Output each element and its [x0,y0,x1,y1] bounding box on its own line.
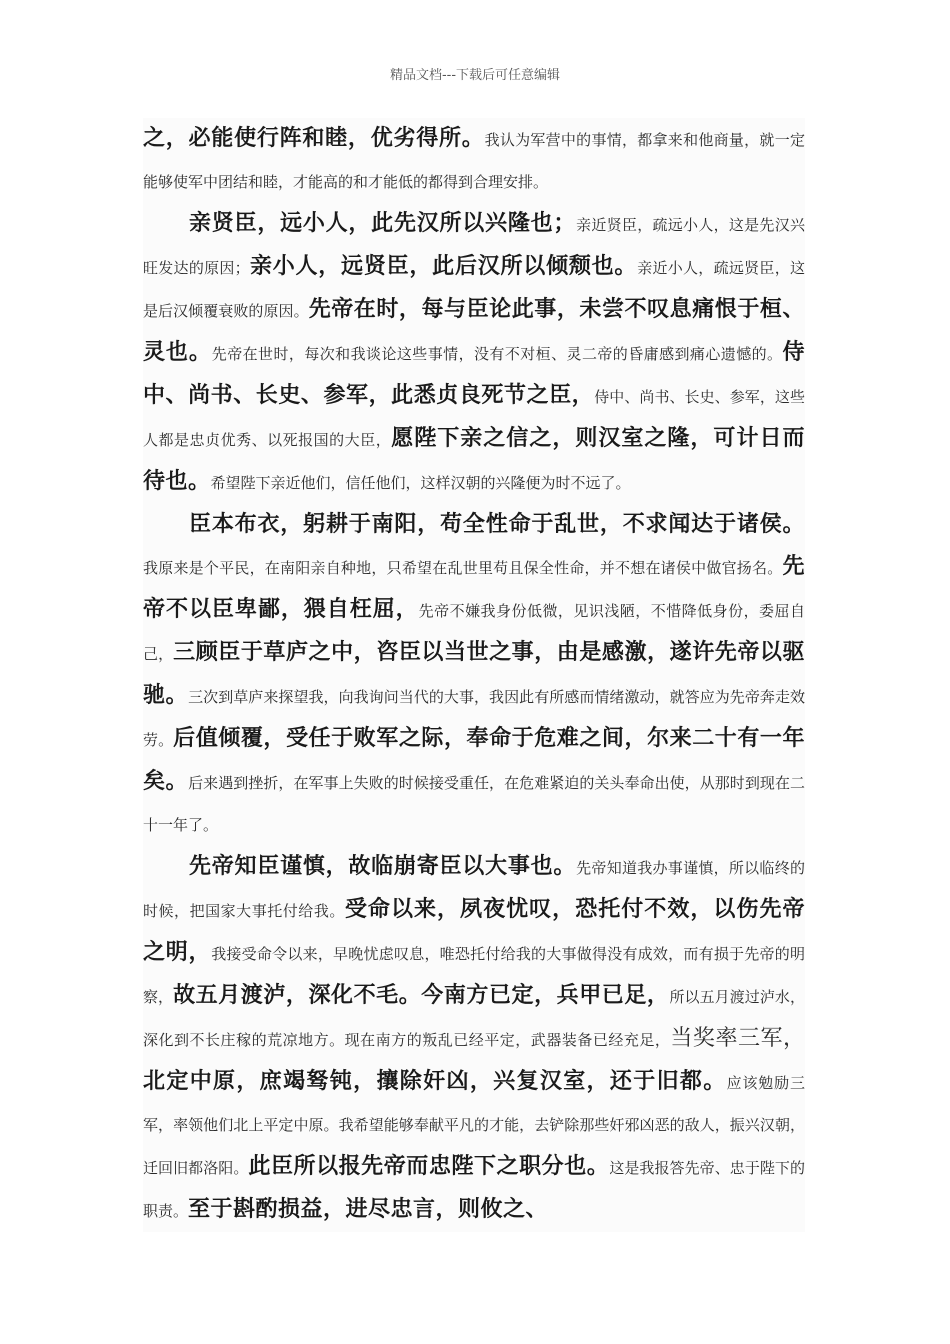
page-header: 精品文档---下载后可任意编辑 [389,68,561,83]
translation-text: 这是我报答先帝、忠于陛下的职责。 [143,1159,805,1220]
original-text: 愿陛下亲之信之，则汉室之隆，可计日而待也。 [143,426,805,494]
original-text: 至于斟酌损益，进尽忠言，则攸之、 [188,1197,549,1222]
original-text: 北定中原，庶竭驽钝，攘除奸凶，兴复汉室，还于旧都。 [143,1069,727,1094]
original-text: 先帝知臣谨慎，故临崩寄臣以大事也。 [189,854,577,879]
translation-text: 先帝不嫌我身份低微，见识浅陋，不惜降低身份，委屈自己， [143,602,805,663]
translation-text: 后来遇到挫折，在军事上失败的时候接受重任，在危难紧迫的关头奉命出使，从那时到现在二十一年了。 [143,774,805,834]
original-text: 先帝在时，每与臣论此事，未尝不叹息痛恨于桓、灵也。 [143,297,805,365]
original-text: 亲贤臣，远小人，此先汉所以兴隆也； [189,211,576,236]
original-text: 故五月渡泸，深化不毛。今南方已定，兵甲已足， [173,983,670,1008]
original-text: 此臣所以报先帝而忠陛下之职分也。 [248,1154,610,1179]
paragraph [143,118,805,203]
original-text: 亲小人，远贤臣，此后汉所以倾颓也。 [249,254,638,279]
paragraph [143,203,805,504]
translation-text: 先帝在世时，每次和我谈论这些事情，没有不对桓、灵二帝的昏庸感到痛心遗憾的。 [211,345,783,363]
paragraph [143,504,805,846]
document-body [143,118,805,1232]
translation-text: 所以五月渡过泸水，深化到不长庄稼的荒凉地方。现在南方的叛乱已经平定，武器装备已经充足， [143,988,805,1049]
translation-text: 先帝知道我办事谨慎，所以临终的时候，把国家大事托付给我。 [143,859,805,920]
original-text: 侍中、尚书、长史、参军，此悉贞良死节之臣， [143,340,805,408]
original-text: 先帝不以臣卑鄙，猥自枉屈， [143,554,805,622]
translation-text: 三次到草庐来探望我，向我询问当代的大事，我因此有所感而情绪激动，就答应为先帝奔走效劳。 [143,688,805,749]
translation-text: 侍中、尚书、长史、参军，这些人都是忠贞优秀、以死报国的大臣， [143,388,805,449]
original-text: 当奖率三军， [670,1026,805,1051]
paragraph [143,846,805,1232]
original-text: 受命以来，夙夜忧叹，恐托付不效，以伤先帝之明， [143,897,805,965]
translation-text: 应该勉励三军，率领他们北上平定中原。我希望能够奉献平凡的才能，去铲除那些奸邪凶恶的敌人，振兴汉朝，迁回旧都洛阳。 [143,1074,805,1177]
original-text: 三顾臣于草庐之中，咨臣以当世之事，由是感激，遂许先帝以驱驰。 [143,640,805,708]
translation-text: 我原来是个平民，在南阳亲自种地，只希望在乱世里苟且保全性命，并不想在诸侯中做官扬名。 [143,559,783,577]
translation-text: 我认为军营中的事情，都拿来和他商量，就一定能够使军中团结和睦，才能高的和才能低的都得到合理安排。 [143,131,805,191]
translation-text: 希望陛下亲近他们，信任他们，这样汉朝的兴隆便为时不远了。 [210,474,631,492]
original-text: 臣本布衣，躬耕于南阳，苟全性命于乱世，不求闻达于诸侯。 [189,512,805,537]
translation-text: 亲近贤臣，疏远小人，这是先汉兴旺发达的原因； [143,216,805,277]
original-text: 后值倾覆，受任于败军之际，奉命于危难之间，尔来二十有一年矣。 [143,726,805,794]
original-text: 之，必能使行阵和睦，优劣得所。 [143,126,485,151]
translation-text: 亲近小人，疏远贤臣，这是后汉倾覆衰败的原因。 [143,259,805,320]
translation-text: 我接受命令以来，早晚忧虑叹息，唯恐托付给我的大事做得没有成效，而有损于先帝的明察， [143,945,805,1006]
